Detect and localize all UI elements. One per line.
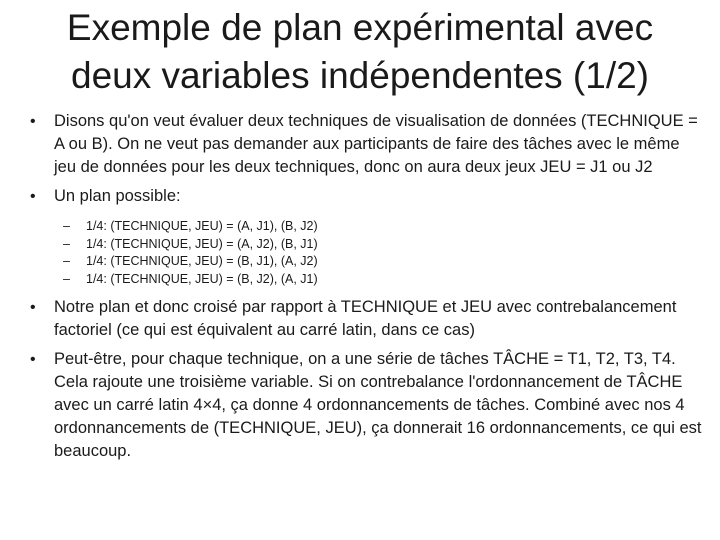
bullet-text: Un plan possible:: [54, 187, 181, 205]
sub-item-text: 1/4: (TECHNIQUE, JEU) = (A, J2), (B, J1): [86, 236, 318, 251]
bullet-item: [0, 110, 720, 179]
slide-content: [0, 110, 720, 463]
dash-marker: –: [63, 236, 70, 251]
bullet-item: [0, 348, 720, 463]
sub-item: [0, 218, 720, 236]
plan-sublist: [0, 218, 720, 288]
bullet-text: Disons qu'on veut évaluer deux techniques de visualisation de données (TECHNIQUE = A ou B). On ne veut pas demander aux participants de faire des tâches avec le même jeu de données pour les deux techniques, donc on aura deux jeux JEU = J1 ou J2: [54, 112, 698, 176]
title-line-2: deux variables indépendentes (1/2): [71, 55, 649, 96]
title-line-1: Exemple de plan expérimental avec: [66, 7, 654, 48]
dash-marker: –: [63, 219, 70, 233]
bullet-item: [0, 296, 720, 342]
bullet-marker: •: [30, 299, 36, 316]
slide-title: [20, 4, 700, 100]
sub-item: [0, 253, 720, 271]
bullet-marker: •: [30, 113, 36, 130]
sub-item-text: 1/4: (TECHNIQUE, JEU) = (B, J1), (A, J2): [86, 254, 318, 268]
sub-item-text: 1/4: (TECHNIQUE, JEU) = (B, J2), (A, J1): [86, 271, 318, 286]
bullet-marker: •: [30, 351, 36, 368]
dash-marker: –: [63, 271, 70, 286]
dash-marker: –: [63, 254, 70, 268]
sub-item: [0, 271, 720, 289]
sub-item: [0, 236, 720, 254]
bullet-item: [0, 185, 720, 208]
bullet-text: Peut-être, pour chaque technique, on a une série de tâches TÂCHE = T1, T2, T3, T4. Cela rajoute une troisième variable. Si on contrebalance l'ordonnancement de TÂCHE avec un carré latin 4×4, ça donne 4 ordonnancements de tâches. Combiné avec nos 4 ordonnancements de (TECHNIQUE, JEU), ça donnerait 16 ordonnancements, ce qui est beaucoup.: [54, 350, 702, 460]
sub-item-text: 1/4: (TECHNIQUE, JEU) = (A, J1), (B, J2): [86, 219, 318, 233]
bullet-text: Notre plan et donc croisé par rapport à TECHNIQUE et JEU avec contrebalancement factoriel (ce qui est équivalent au carré latin, dans ce cas): [54, 298, 677, 339]
bullet-marker: •: [30, 188, 36, 205]
